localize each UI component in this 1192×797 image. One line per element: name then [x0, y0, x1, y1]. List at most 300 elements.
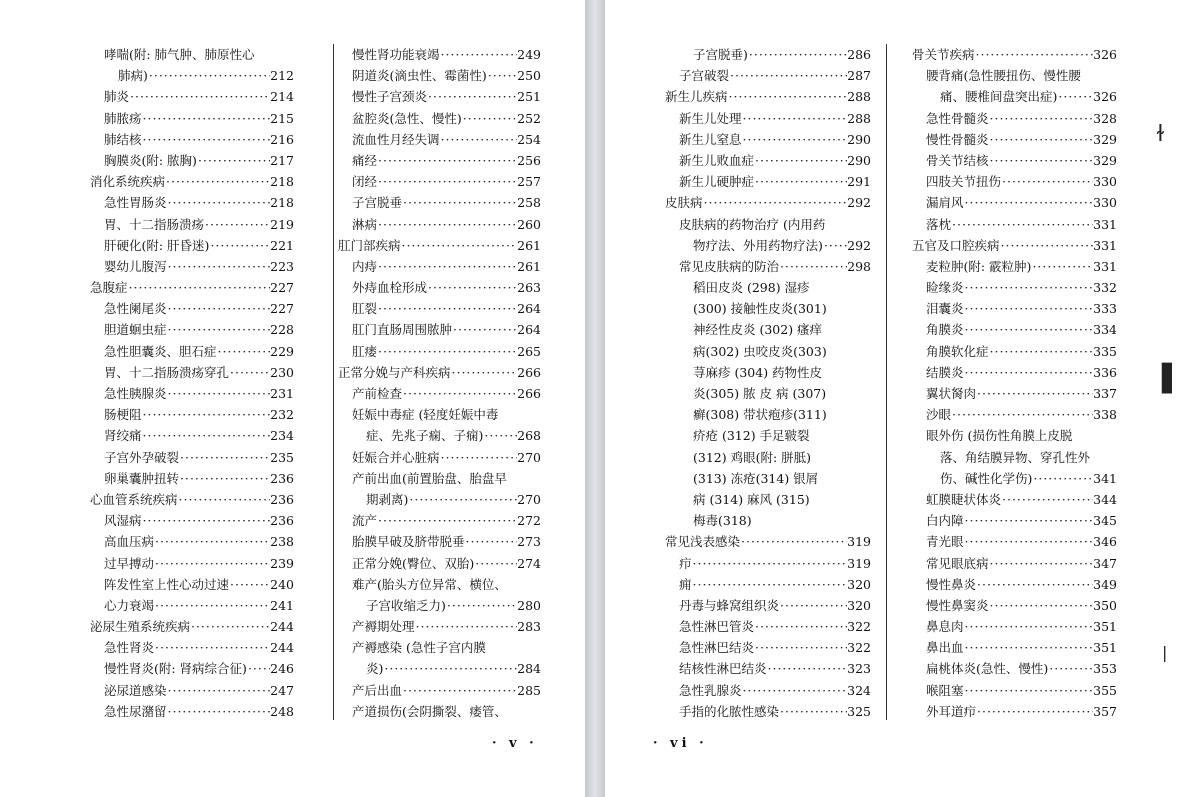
toc-entry — [338, 256, 541, 277]
toc-entry-page-number: 273 — [517, 534, 541, 550]
leader-dots — [167, 680, 271, 701]
toc-entry-page-number: 328 — [1093, 110, 1117, 126]
toc-entry-page-number: 319 — [847, 555, 871, 571]
toc-entry-page-number: 260 — [517, 216, 541, 232]
toc-entry-title: 急性淋巴结炎 — [679, 640, 755, 656]
toc-entry-page-number: 284 — [517, 661, 541, 677]
toc-entry-title: 内痔 — [352, 258, 378, 274]
leader-dots — [190, 616, 270, 637]
page-gutter — [585, 0, 605, 797]
toc-entry-title: 虹膜睫状体炎 — [926, 491, 1002, 507]
toc-entry — [665, 489, 871, 510]
toc-entry-title: 麦粒肿(附: 霰粒肿) — [926, 258, 1032, 274]
left-page-column-2 — [338, 44, 541, 722]
toc-entry-title: 过早搏动 — [104, 555, 155, 571]
toc-entry — [665, 574, 871, 595]
page-number-vi: · vi · — [653, 736, 708, 751]
toc-entry — [912, 86, 1117, 107]
toc-entry-title: 睑缘炎 — [926, 280, 964, 296]
toc-entry-title: 消化系统疾病 — [90, 174, 166, 190]
toc-entry-title: 泌尿道感染 — [104, 682, 167, 698]
toc-entry — [90, 531, 294, 552]
toc-entry — [338, 150, 541, 171]
leader-dots — [167, 701, 271, 722]
leader-dots — [178, 489, 271, 510]
toc-entry-page-number: 292 — [847, 237, 871, 253]
toc-entry — [665, 404, 871, 425]
toc-entry-page-number: 336 — [1093, 364, 1117, 380]
leader-dots — [142, 129, 271, 150]
toc-entry-title: 肛门直肠周围脓肿 — [352, 322, 453, 338]
toc-entry — [90, 362, 294, 383]
leader-dots — [729, 65, 847, 86]
toc-entry-page-number: 263 — [517, 280, 541, 296]
toc-entry — [912, 65, 1117, 86]
toc-entry — [912, 425, 1117, 446]
toc-entry — [912, 637, 1117, 658]
toc-entry-title: 阴道炎(滴虫性、霉菌性) — [352, 68, 487, 84]
toc-entry — [90, 701, 294, 722]
toc-entry-title: 外耳道疖 — [926, 703, 977, 719]
leader-dots — [377, 341, 517, 362]
toc-entry — [338, 595, 541, 616]
toc-entry-title: 沙眼 — [926, 407, 952, 423]
leader-dots — [754, 150, 847, 171]
toc-entry — [338, 468, 541, 489]
toc-entry-page-number: 270 — [517, 491, 541, 507]
toc-entry-page-number: 331 — [1093, 237, 1117, 253]
toc-entry-title: 产道损伤(会阴撕裂、瘘管、 — [352, 703, 507, 719]
toc-entry-page-number: 350 — [1093, 597, 1117, 613]
toc-entry-title: 慢性骨髓炎 — [926, 131, 989, 147]
toc-entry-page-number: 285 — [517, 682, 541, 698]
toc-entry — [338, 319, 541, 340]
left-page — [0, 0, 585, 797]
leader-dots — [440, 44, 518, 65]
toc-entry-title: 稻田皮炎 (298) 湿疹 — [693, 280, 810, 296]
leader-dots — [402, 383, 517, 404]
toc-entry — [90, 510, 294, 531]
leader-dots — [742, 129, 848, 150]
leader-dots — [754, 171, 847, 192]
leader-dots — [229, 362, 270, 383]
toc-entry-title: 结核性淋巴结炎 — [679, 661, 767, 677]
toc-entry — [665, 658, 871, 679]
leader-dots — [402, 192, 517, 213]
leader-dots — [452, 319, 517, 340]
left-page-column-1 — [90, 44, 294, 722]
toc-entry — [665, 341, 871, 362]
toc-entry-title: 新生儿窒息 — [679, 131, 742, 147]
leader-dots — [451, 362, 518, 383]
leader-dots — [474, 553, 517, 574]
toc-entry-page-number: 254 — [517, 131, 541, 147]
toc-entry — [912, 362, 1117, 383]
toc-entry — [665, 701, 871, 722]
toc-entry — [912, 447, 1117, 468]
toc-entry-page-number: 247 — [270, 682, 294, 698]
toc-entry-title: 急腹症 — [90, 280, 128, 296]
leader-dots — [217, 341, 271, 362]
toc-entry-title: 肛裂 — [352, 301, 378, 317]
toc-entry — [338, 362, 541, 383]
toc-entry-title: 新生儿败血症 — [679, 152, 755, 168]
toc-entry — [338, 44, 541, 65]
toc-entry — [912, 44, 1117, 65]
toc-entry-page-number: 235 — [270, 449, 294, 465]
toc-entry-page-number: 215 — [270, 110, 294, 126]
toc-entry — [665, 595, 871, 616]
toc-entry-title: 痛经 — [352, 152, 378, 168]
leader-dots — [1031, 256, 1093, 277]
leader-dots — [377, 214, 517, 235]
leader-dots — [1001, 489, 1093, 510]
toc-entry-page-number: 268 — [517, 428, 541, 444]
leader-dots — [964, 298, 1094, 319]
toc-entry-title: 肺病) — [118, 68, 148, 84]
toc-entry-title: 慢性子宫颈炎 — [352, 89, 428, 105]
leader-dots — [142, 108, 271, 129]
leader-dots — [440, 447, 518, 468]
toc-entry — [90, 192, 294, 213]
toc-entry-title: 新生儿硬肿症 — [679, 174, 755, 190]
toc-entry — [338, 277, 541, 298]
toc-entry — [90, 637, 294, 658]
toc-entry — [665, 171, 871, 192]
scan-mark-bottom: ❘ — [1158, 643, 1172, 662]
leader-dots — [989, 108, 1094, 129]
toc-entry-page-number: 346 — [1093, 534, 1117, 550]
toc-entry — [665, 616, 871, 637]
leader-dots — [148, 65, 270, 86]
toc-entry-title: 急性胆囊炎、胆石症 — [104, 343, 217, 359]
toc-entry-title: 皮肤病 — [665, 195, 703, 211]
toc-entry-title: 卵巢囊肿扭转 — [104, 470, 180, 486]
leader-dots — [975, 44, 1094, 65]
toc-entry-title: 腰背痛(急性腰扭伤、慢性腰 — [926, 68, 1081, 84]
toc-entry-page-number: 323 — [847, 661, 871, 677]
toc-entry-page-number: 349 — [1093, 576, 1117, 592]
toc-entry-title: 急性胰腺炎 — [104, 386, 167, 401]
toc-entry-title: 淋病 — [352, 216, 378, 232]
toc-entry — [665, 235, 871, 256]
toc-entry — [912, 701, 1117, 722]
leader-dots — [165, 171, 270, 192]
toc-entry-page-number: 217 — [270, 152, 294, 168]
toc-entry — [90, 425, 294, 446]
toc-entry-page-number: 236 — [270, 491, 294, 507]
toc-entry — [338, 341, 541, 362]
toc-entry-title: 阵发性室上性心动过速 — [104, 576, 230, 592]
toc-entry-title: 骨关节结核 — [926, 152, 989, 168]
toc-entry — [665, 192, 871, 213]
toc-entry-page-number: 338 — [1093, 407, 1117, 423]
toc-entry-title: 胎膜早破及脐带脱垂 — [352, 534, 465, 550]
toc-entry — [338, 680, 541, 701]
toc-entry-page-number: 326 — [1093, 47, 1117, 62]
toc-entry — [912, 129, 1117, 150]
leader-dots — [692, 574, 848, 595]
leader-dots — [167, 298, 271, 319]
toc-entry-page-number: 270 — [517, 449, 541, 465]
toc-entry — [338, 298, 541, 319]
toc-entry-page-number: 212 — [270, 68, 294, 84]
leader-dots — [1032, 468, 1093, 489]
leader-dots — [247, 658, 270, 679]
right-page-column-1 — [665, 44, 871, 722]
toc-entry-page-number: 231 — [270, 386, 294, 401]
leader-dots — [377, 298, 517, 319]
toc-entry-title: 胆道蛔虫症 — [104, 322, 167, 338]
right-page — [605, 0, 1192, 797]
leader-dots — [692, 553, 848, 574]
toc-entry — [338, 214, 541, 235]
toc-entry — [912, 171, 1117, 192]
toc-entry-title: 白内障 — [926, 513, 964, 529]
toc-entry-title: 病(302) 虫咬皮炎(303) — [693, 343, 827, 359]
toc-entry-page-number: 257 — [517, 174, 541, 190]
leader-dots — [167, 256, 271, 277]
toc-entry-title: 常见眼底病 — [926, 555, 989, 571]
leader-dots — [204, 214, 270, 235]
toc-entry-title: 婴幼儿腹泻 — [104, 258, 167, 274]
leader-dots — [964, 680, 1094, 701]
toc-entry-title: 癣(308) 带状疱疹(311) — [693, 407, 827, 423]
toc-entry — [338, 616, 541, 637]
toc-entry-page-number: 283 — [517, 619, 541, 635]
leader-dots — [142, 404, 271, 425]
toc-entry — [338, 404, 541, 425]
toc-entry-title: 四肢关节扭伤 — [926, 174, 1002, 190]
toc-entry-title: 痛、腰椎间盘突出症) — [940, 89, 1058, 105]
toc-entry — [338, 553, 541, 574]
toc-entry — [912, 468, 1117, 489]
toc-entry-title: 新生儿处理 — [679, 110, 742, 126]
toc-entry — [665, 531, 871, 552]
toc-entry — [90, 447, 294, 468]
toc-entry — [665, 108, 871, 129]
toc-entry-page-number: 265 — [517, 343, 541, 359]
toc-entry — [665, 129, 871, 150]
toc-entry — [912, 489, 1117, 510]
leader-dots — [142, 425, 271, 446]
toc-entry-title: 慢性鼻炎 — [926, 576, 977, 592]
toc-entry-title: 妊娠中毒症 (轻度妊娠中毒 — [352, 407, 499, 423]
toc-entry-page-number: 236 — [270, 470, 294, 486]
toc-entry-page-number: 238 — [270, 534, 294, 550]
toc-entry — [90, 489, 294, 510]
toc-entry-page-number: 218 — [270, 174, 294, 190]
leader-dots — [1000, 235, 1094, 256]
toc-entry — [912, 658, 1117, 679]
leader-dots — [154, 531, 270, 552]
toc-entry-title: 伤、碱性化学伤) — [940, 470, 1033, 486]
right-page-column-2 — [912, 44, 1117, 722]
toc-entry-title: 急性淋巴管炎 — [679, 619, 755, 635]
leader-dots — [976, 574, 1093, 595]
leader-dots — [402, 680, 517, 701]
leader-dots — [377, 510, 517, 531]
toc-entry-title: 落枕 — [926, 216, 952, 232]
toc-entry-title: 肺炎 — [104, 89, 130, 105]
toc-entry-title: 扁桃体炎(急性、慢性) — [926, 661, 1049, 677]
toc-entry — [90, 680, 294, 701]
toc-entry-title: 肠梗阻 — [104, 407, 142, 423]
toc-entry — [90, 574, 294, 595]
toc-entry — [665, 298, 871, 319]
toc-entry-page-number: 239 — [270, 555, 294, 571]
toc-entry-title: 慢性肾功能衰竭 — [352, 47, 440, 62]
toc-entry-title: 子宫破裂 — [679, 68, 730, 84]
toc-entry-page-number: 250 — [517, 68, 541, 84]
toc-entry-page-number: 322 — [847, 619, 871, 635]
toc-entry-title: 哮喘(附: 肺气肿、肺原性心 — [104, 47, 255, 62]
toc-entry — [912, 510, 1117, 531]
toc-entry-title: 肝硬化(附: 肝昏迷) — [104, 237, 210, 253]
toc-entry-title: 常见皮肤病的防治 — [679, 258, 780, 274]
toc-entry — [338, 108, 541, 129]
toc-entry-title: 盆腔炎(急性、慢性) — [352, 110, 462, 126]
toc-entry — [338, 637, 541, 658]
leader-dots — [964, 277, 1094, 298]
toc-entry-page-number: 347 — [1093, 555, 1117, 571]
toc-entry-page-number: 341 — [1093, 470, 1117, 486]
toc-entry — [665, 425, 871, 446]
toc-entry-page-number: 353 — [1093, 661, 1117, 677]
toc-entry-title: 鼻息肉 — [926, 619, 964, 635]
toc-entry-title: 落、角结膜异物、穿孔性外 — [940, 449, 1091, 465]
toc-entry-page-number: 326 — [1093, 89, 1117, 105]
leader-dots — [487, 65, 517, 86]
toc-entry — [338, 658, 541, 679]
leader-dots — [703, 192, 848, 213]
toc-entry — [90, 256, 294, 277]
toc-entry-title: 急性尿潴留 — [104, 703, 167, 719]
leader-dots — [742, 680, 848, 701]
toc-entry-title: 病 (314) 麻风 (315) — [693, 491, 810, 507]
leader-dots — [1001, 171, 1093, 192]
toc-entry — [90, 595, 294, 616]
toc-entry — [90, 44, 294, 65]
leader-dots — [728, 86, 848, 107]
toc-entry-page-number: 264 — [517, 301, 541, 317]
toc-entry-page-number: 218 — [270, 195, 294, 211]
toc-entry-title: 泪囊炎 — [926, 301, 964, 317]
toc-entry — [912, 319, 1117, 340]
toc-entry-page-number: 223 — [270, 258, 294, 274]
toc-entry-title: 慢性鼻窦炎 — [926, 597, 989, 613]
toc-entry-title: 肛门部疾病 — [338, 237, 401, 253]
toc-entry-page-number: 325 — [847, 703, 871, 719]
toc-entry-page-number: 322 — [847, 640, 871, 656]
toc-entry-page-number: 249 — [517, 47, 541, 62]
toc-entry-title: 急性阑尾炎 — [104, 301, 167, 317]
leader-dots — [154, 553, 270, 574]
toc-entry-title: 急性骨髓炎 — [926, 110, 989, 126]
leader-dots — [740, 531, 847, 552]
toc-entry-title: 心血管系统疾病 — [90, 491, 178, 507]
toc-entry-page-number: 292 — [847, 195, 871, 211]
toc-entry-page-number: 329 — [1093, 131, 1117, 147]
toc-entry-title: 炎(305) 脓 皮 病 (307) — [693, 386, 827, 401]
toc-entry — [912, 531, 1117, 552]
toc-entry — [665, 468, 871, 489]
leader-dots — [446, 595, 517, 616]
leader-dots — [167, 192, 271, 213]
toc-entry — [90, 277, 294, 298]
toc-entry-page-number: 244 — [270, 619, 294, 635]
leader-dots — [427, 86, 517, 107]
leader-dots — [427, 277, 517, 298]
leader-dots — [964, 531, 1094, 552]
leader-dots — [754, 616, 847, 637]
toc-entry-title: 丹毒与蜂窝组织炎 — [679, 597, 780, 613]
leader-dots — [167, 383, 271, 404]
toc-entry — [912, 214, 1117, 235]
toc-entry — [912, 383, 1117, 404]
leader-dots — [408, 489, 517, 510]
toc-entry — [338, 510, 541, 531]
toc-entry-page-number: 258 — [517, 195, 541, 211]
toc-entry — [338, 383, 541, 404]
leader-dots — [167, 319, 271, 340]
toc-entry-title: (300) 接触性皮炎(301) — [693, 301, 827, 317]
toc-entry-page-number: 252 — [517, 110, 541, 126]
toc-entry-title: 翼状胬肉 — [926, 386, 977, 401]
toc-entry-page-number: 357 — [1093, 703, 1117, 719]
leader-dots — [779, 701, 847, 722]
leader-dots — [964, 319, 1094, 340]
toc-entry-title: 肾绞痛 — [104, 428, 142, 444]
toc-entry-title: 风湿病 — [104, 513, 142, 529]
toc-entry — [338, 192, 541, 213]
toc-entry-title: 物疗法、外用药物疗法) — [693, 237, 823, 253]
toc-entry-page-number: 248 — [270, 703, 294, 719]
toc-entry-title: 骨关节疾病 — [912, 47, 975, 62]
toc-entry-title: 荨麻疹 (304) 药物性皮 — [693, 364, 823, 380]
leader-dots — [779, 256, 847, 277]
toc-entry-page-number: 298 — [847, 258, 871, 274]
leader-dots — [823, 235, 847, 256]
leader-dots — [989, 129, 1094, 150]
toc-entry — [665, 553, 871, 574]
toc-entry-title: 胸膜炎(附: 脓胸) — [104, 152, 197, 168]
toc-entry-page-number: 337 — [1093, 386, 1117, 401]
toc-entry-title: 产前检查 — [352, 386, 403, 401]
toc-entry-page-number: 240 — [270, 576, 294, 592]
scan-mark-middle: ▌ — [1162, 364, 1182, 394]
toc-entry-page-number: 264 — [517, 322, 541, 338]
toc-entry — [912, 235, 1117, 256]
toc-entry — [90, 341, 294, 362]
toc-entry — [912, 341, 1117, 362]
toc-entry-title: 青光眼 — [926, 534, 964, 550]
toc-entry-page-number: 228 — [270, 322, 294, 338]
toc-entry-page-number: 331 — [1093, 216, 1117, 232]
toc-entry-title: 症、先兆子痫、子痫) — [366, 428, 484, 444]
toc-entry-page-number: 246 — [270, 661, 294, 677]
toc-entry-title: 新生儿疾病 — [665, 89, 728, 105]
leader-dots — [129, 86, 270, 107]
toc-entry-title: (312) 鸡眼(附: 胼胝) — [693, 449, 812, 465]
toc-entry — [912, 108, 1117, 129]
toc-entry-title: 流血性月经失调 — [352, 131, 440, 147]
leader-dots — [964, 362, 1094, 383]
toc-entry — [665, 44, 871, 65]
toc-entry — [665, 256, 871, 277]
toc-entry — [338, 701, 541, 722]
toc-entry-title: 角膜软化症 — [926, 343, 989, 359]
